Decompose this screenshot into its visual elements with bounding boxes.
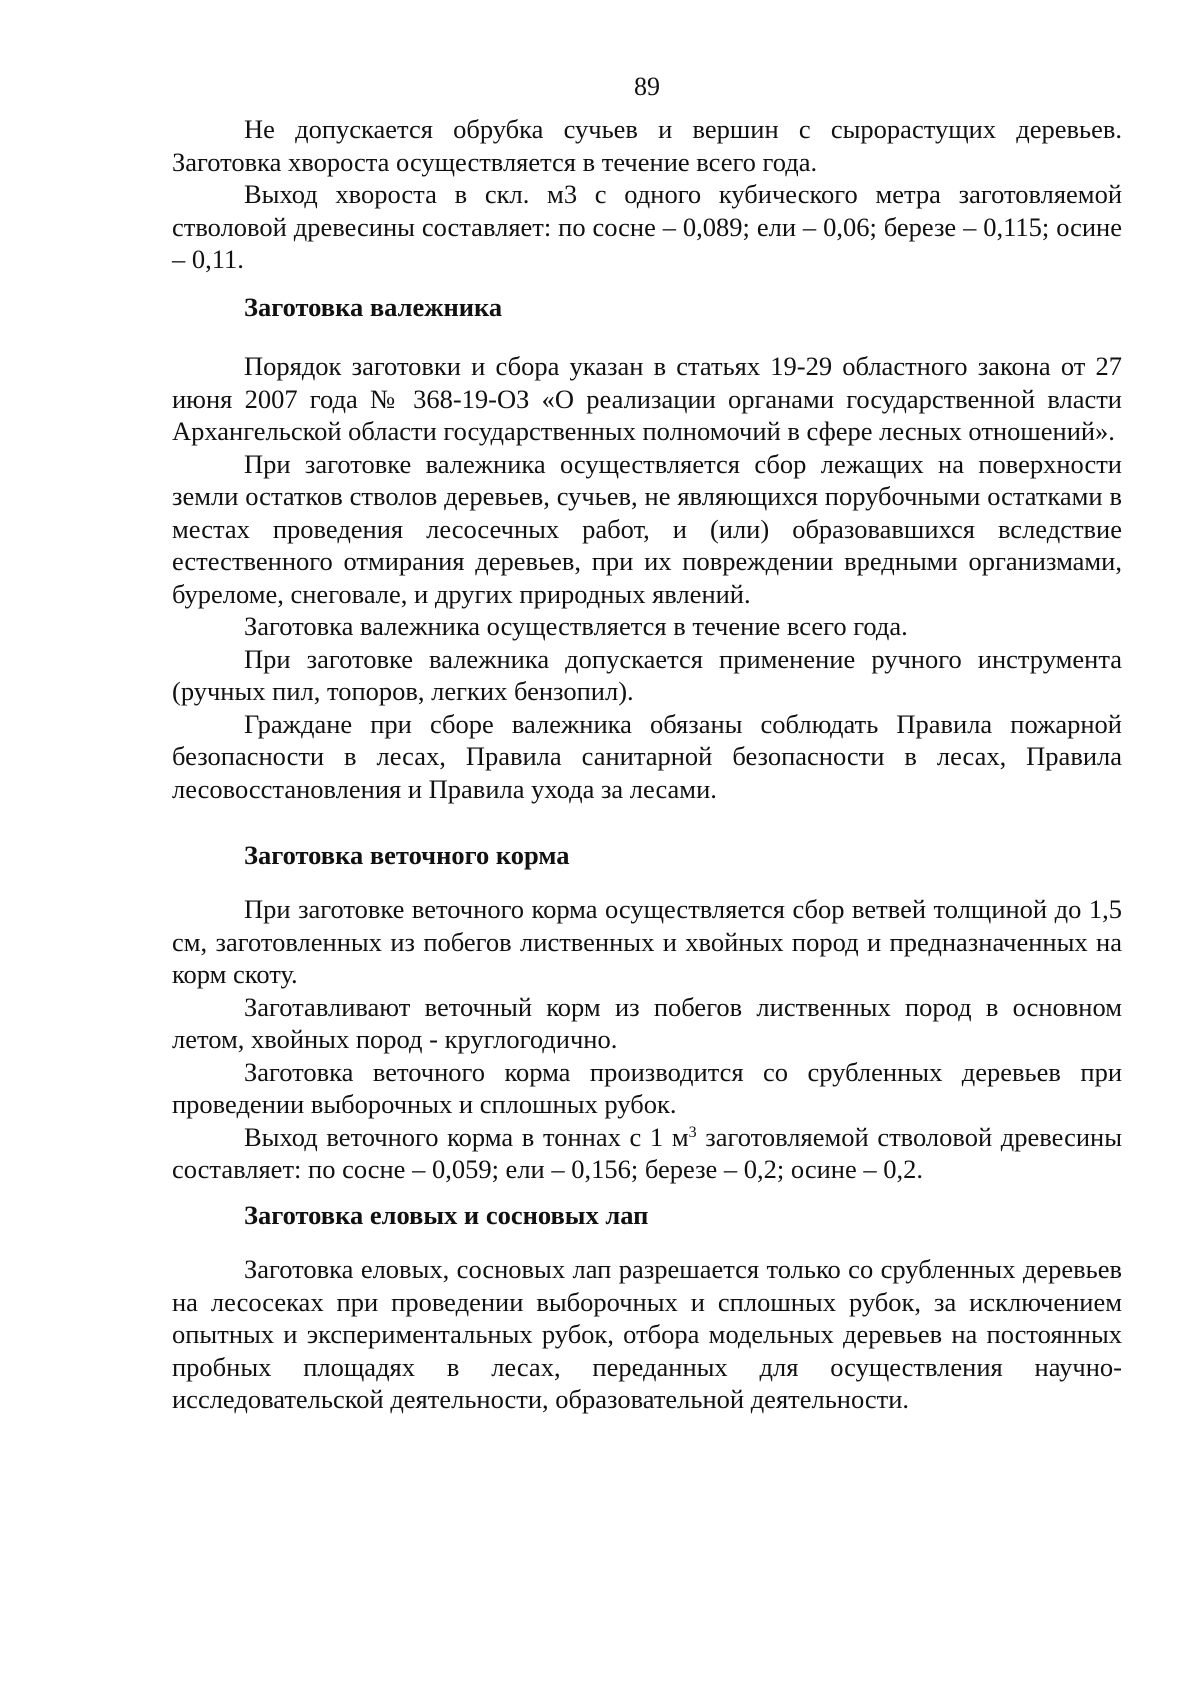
intro-block	[172, 113, 1122, 276]
section-heading: Заготовка еловых и сосновых лап	[244, 1200, 649, 1230]
section-deadwood-heading-block	[172, 291, 1122, 323]
paragraph: При заготовке валежника допускается применение ручного инструмента (ручных пил, топоров, легких бензопил).	[172, 643, 1122, 706]
paragraph: Заготавливают веточный корм из побегов лиственных пород в основном летом, хвойных пород - круглогодично.	[172, 991, 1122, 1054]
superscript: 3	[688, 1123, 697, 1141]
paragraph: Не допускается обрубка сучьев и вершин с сырорастущих деревьев. Заготовка хвороста осуществляется в течение всего года.	[172, 114, 1122, 177]
paragraph: При заготовке веточного корма осуществляется сбор ветвей толщиной до 1,5 см, заготовленных из побегов лиственных и хвойных пород и предназначенных на корм скоту.	[172, 894, 1122, 989]
paragraph: Заготовка еловых, сосновых лап разрешается только со срубленных деревьев на лесосеках при проведении выборочных и сплошных рубок, за исключением опытных и экспериментальных рубок, отбора модельных деревьев на постоянных пробных площадях в лесах, переданных для осуществления научно-исследовательской деятельности, образовательной деятельности.	[172, 1254, 1122, 1414]
text-run: заготовляемой стволовой древесины составляет: по сосне – 0,059; ели – 0,156; березе – 0,2; осине – 0,2.	[172, 1121, 1122, 1184]
page-number: 89	[634, 72, 660, 101]
section-heading: Заготовка веточного корма	[244, 840, 570, 870]
section-branches-heading-block	[172, 1199, 1122, 1231]
paragraph	[172, 1121, 1122, 1186]
section-browse-heading-block	[172, 839, 1122, 871]
section-browse-body	[172, 893, 1122, 1186]
section-branches-body	[172, 1253, 1122, 1416]
paragraph: Порядок заготовки и сбора указан в статьях 19-29 областного закона от 27 июня 2007 года № 368-19-ОЗ «О реализации органами государственной власти Архангельской области государственных полномочий в сфере лесных отношений».	[172, 351, 1122, 446]
text-run: Выход веточного корма в тоннах с 1 м	[244, 1121, 689, 1152]
paragraph: Заготовка валежника осуществляется в течение всего года.	[244, 611, 908, 641]
paragraph: Граждане при сборе валежника обязаны соблюдать Правила пожарной безопасности в лесах, Правила санитарной безопасности в лесах, Правила лесовосстановления и Правила ухода за лесами.	[172, 708, 1122, 804]
section-deadwood-body	[172, 350, 1122, 805]
paragraph: Заготовка веточного корма производится со срубленных деревьев при проведении выборочных и сплошных рубок.	[172, 1056, 1122, 1119]
paragraph: Выход хвороста в скл. м3 с одного кубического метра заготовляемой стволовой древесины составляет: по сосне – 0,089; ели – 0,06; березе – 0,115; осине – 0,11.	[172, 179, 1122, 274]
paragraph: При заготовке валежника осуществляется сбор лежащих на поверхности земли остатков стволов деревьев, сучьев, не являющихся порубочными остатками в местах проведения лесосечных работ, и (или) образовавшихся вследствие естественного отмирания деревьев, при их повреждении вредными организмами, буреломе, снеговале, и других природных явлений.	[172, 448, 1122, 609]
section-heading: Заготовка валежника	[244, 292, 503, 322]
